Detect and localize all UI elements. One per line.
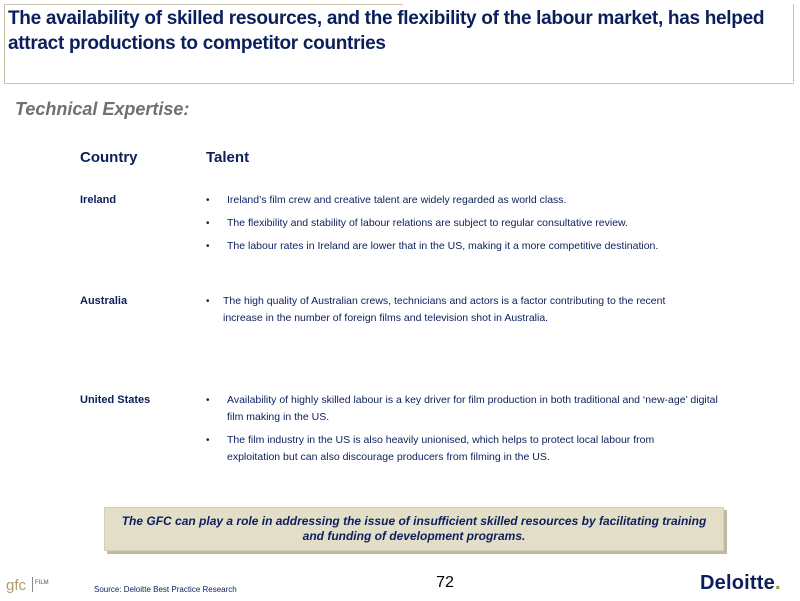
bullet-icon: • (206, 241, 210, 252)
bullet-text: Availability of highly skilled labour is a key driver for film production in both traditional and ‘new-age’ digital film making in the US. (227, 394, 718, 423)
bullet-item (206, 238, 726, 255)
title-frame-right-rule (793, 4, 794, 82)
bullet-item (206, 432, 686, 466)
row-country-ireland: Ireland (80, 194, 117, 206)
bullet-icon: • (206, 395, 210, 406)
bullet-icon: • (206, 435, 210, 446)
bullet-icon: • (206, 195, 210, 206)
page-title: The availability of skilled resources, and the flexibility of the labour market, has helped attract productions to competitor countries (8, 8, 765, 54)
bullet-item (206, 215, 726, 232)
column-header-country: Country (80, 149, 138, 166)
callout-box (104, 507, 724, 551)
bullet-icon: • (206, 218, 210, 229)
callout-text: The GFC can play a role in addressing the issue of insufficient skilled resources by facilitating training and funding of development programs. (121, 514, 707, 543)
source-note: Source: Deloitte Best Practice Research (94, 585, 237, 594)
deloitte-logo-dot: . (774, 572, 781, 594)
gfc-logo-text: gfc (6, 577, 27, 594)
row-country-australia: Australia (80, 295, 128, 307)
bullet-text: The film industry in the US is also heavily unionised, which helps to protect local labour from exploitation but can also discourage producers from filming in the US. (227, 434, 655, 463)
bullet-text: Ireland’s film crew and creative talent are widely regarded as world class. (227, 194, 567, 206)
section-heading: Technical Expertise: (15, 99, 190, 119)
page-number: 72 (436, 574, 454, 591)
bullet-text: The flexibility and stability of labour relations are subject to regular consultative review. (227, 217, 628, 229)
bullet-item (206, 392, 726, 426)
deloitte-logo (700, 572, 781, 595)
gfc-logo-sub: FILM (35, 580, 49, 586)
title-frame-top-rule (5, 4, 403, 5)
column-header-talent: Talent (206, 149, 250, 166)
bullet-text: The labour rates in Ireland are lower that in the US, making it a more competitive destination. (227, 240, 659, 252)
bullet-text: The high quality of Australian crews, technicians and actors is a factor contributing to the recent increase in the number of foreign films and television shot in Australia. (223, 295, 666, 324)
deloitte-logo-text: Deloitte (700, 572, 775, 594)
bullet-item (206, 293, 706, 327)
bullet-item (206, 192, 726, 209)
bullet-icon: • (206, 296, 210, 307)
gfc-logo (6, 574, 54, 596)
row-country-united-states: United States (80, 394, 151, 406)
